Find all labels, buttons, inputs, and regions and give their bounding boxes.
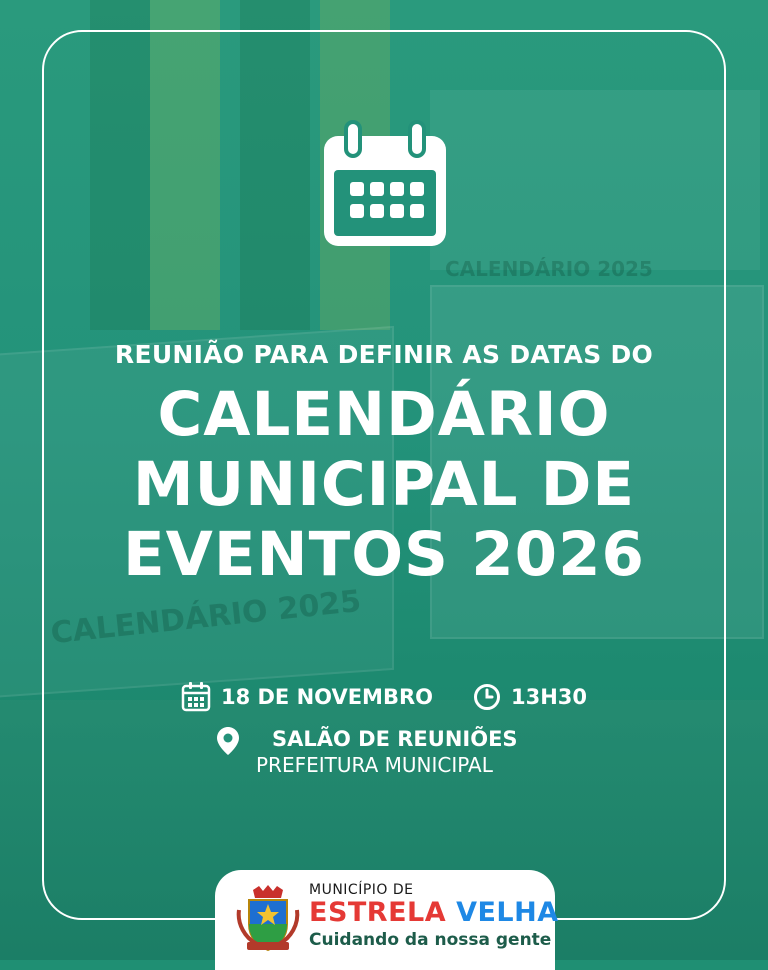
location-pin-icon bbox=[216, 726, 240, 756]
background-calendar-label: CALENDÁRIO 2025 bbox=[445, 257, 653, 281]
logo-city-name-part: VELHA bbox=[456, 897, 559, 928]
event-title-line: EVENTOS 2026 bbox=[122, 519, 645, 590]
coat-of-arms-icon bbox=[235, 884, 301, 952]
location-name: SALÃO DE REUNIÕES bbox=[272, 727, 518, 751]
location-detail: PREFEITURA MUNICIPAL bbox=[256, 753, 493, 777]
date-time-row bbox=[0, 682, 768, 712]
logo-slogan: Cuidando da nossa gente bbox=[309, 930, 552, 950]
calendar-icon bbox=[320, 120, 450, 250]
event-time: 13H30 bbox=[510, 685, 588, 709]
event-subtitle: REUNIÃO PARA DEFINIR AS DATAS DO bbox=[114, 340, 654, 369]
event-date: 18 DE NOVEMBRO bbox=[220, 685, 433, 709]
logo-municipality-label: MUNICÍPIO DE bbox=[309, 882, 414, 898]
background-calendar-label: CALENDÁRIO 2025 bbox=[49, 583, 363, 652]
calendar-small-icon bbox=[181, 682, 211, 712]
event-title bbox=[0, 380, 768, 590]
municipality-logo bbox=[215, 870, 559, 970]
logo-city-name-part: ESTRELA bbox=[309, 897, 447, 928]
clock-icon bbox=[473, 683, 501, 711]
event-title-line: CALENDÁRIO bbox=[157, 379, 611, 450]
logo-city-name bbox=[309, 897, 559, 928]
event-title-line: MUNICIPAL DE bbox=[132, 449, 636, 520]
